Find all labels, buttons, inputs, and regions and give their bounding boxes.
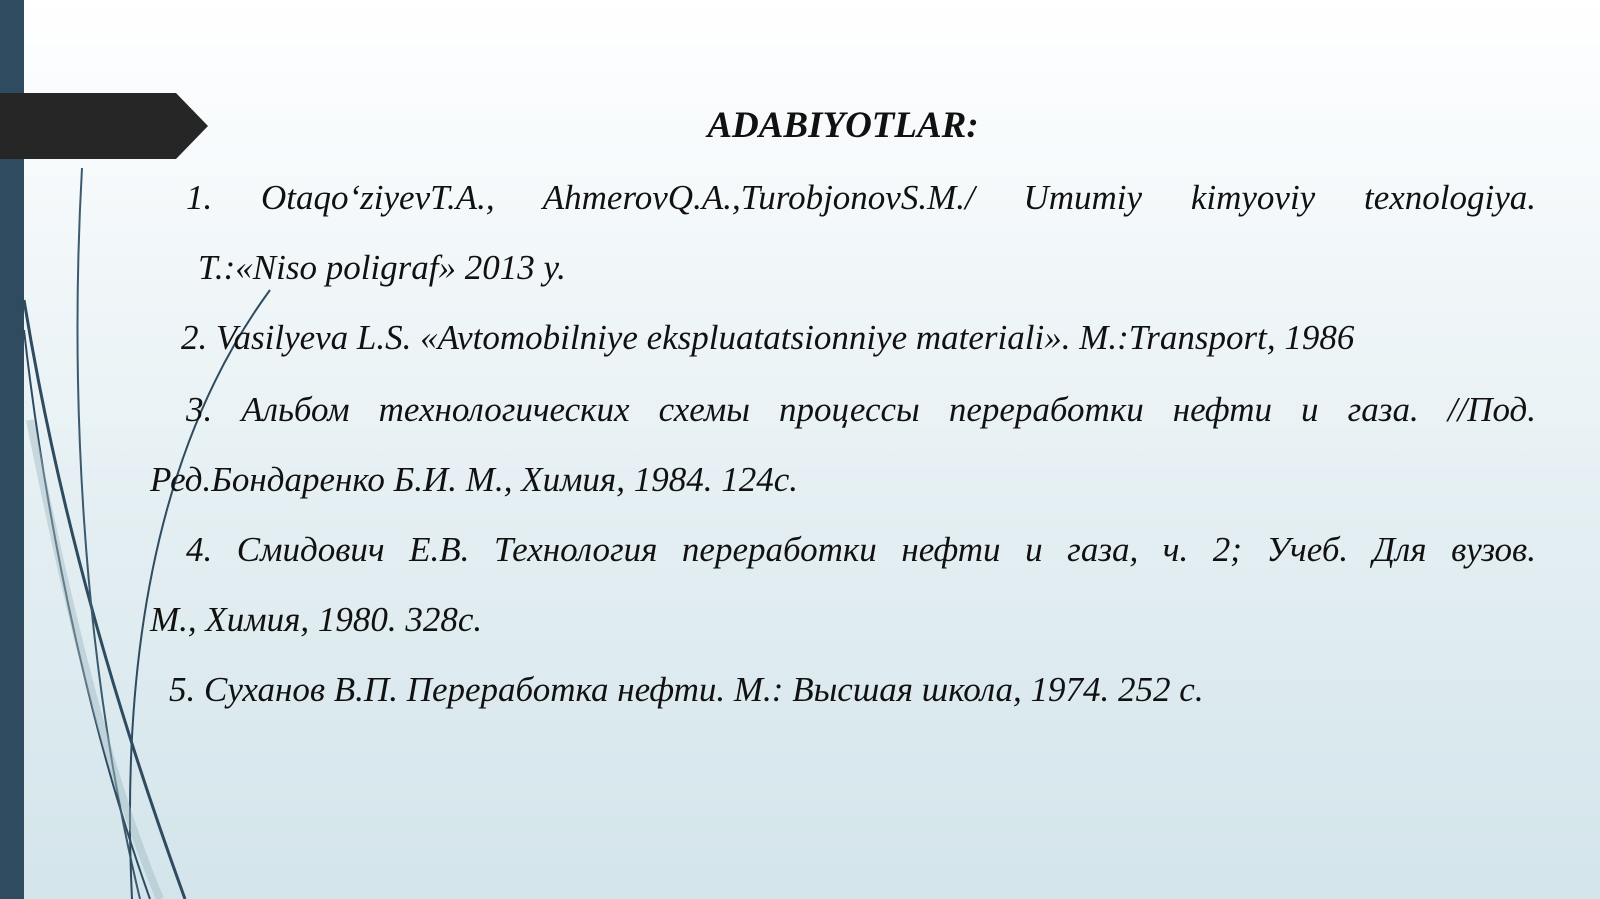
reference-5-line-1: 5. Суханов В.П. Переработка нефти. М.: Высшая школа, 1974. 252 с. — [169, 670, 1204, 709]
reference-1-line-2: T.:«Niso poligraf» 2013 y. — [198, 248, 566, 287]
slide-title: ADABIYOTLAR: — [707, 105, 979, 146]
reference-2-line-1: 2. Vasilyeva L.S. «Avtomobilniye ekspluatatsionniye materiali». M.:Transport, 1986 — [181, 318, 1355, 357]
reference-4-line-1: 4. Смидович Е.В. Технология переработки нефти и газа, ч. 2; Учеб. Для вузов. — [186, 530, 1536, 569]
reference-4-line-2: М., Химия, 1980. 328с. — [150, 600, 483, 639]
reference-1-line-1: 1. Otaqo‘ziyevT.A., AhmerovQ.A.,TurobjonovS.M./ Umumiy kimyoviy texnologiya. — [186, 178, 1536, 217]
reference-3-line-1: 3. Альбом технологических схемы процессы переработки нефти и газа. //Под. — [186, 390, 1536, 429]
reference-3-line-2: Ред.Бондаренко Б.И. М., Химия, 1984. 124с. — [150, 460, 798, 499]
